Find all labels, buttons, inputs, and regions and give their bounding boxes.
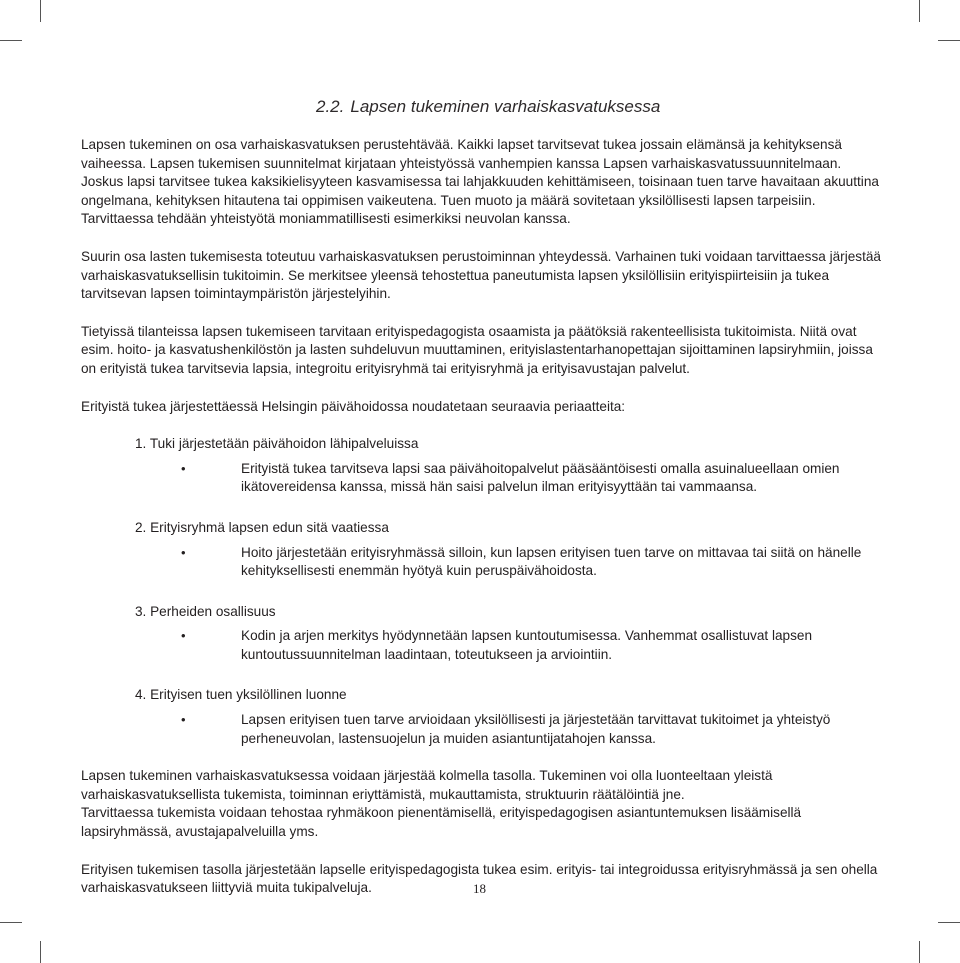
crop-mark-top-right-horizontal (938, 40, 960, 41)
bullet-icon: • (181, 544, 186, 560)
principle-bullet-row (135, 711, 881, 748)
section-title: Lapsen tukeminen varhaiskasvatuksessa (350, 97, 661, 116)
paragraph-structural-support: Tietyissä tilanteissa lapsen tukemiseen tarvitaan erityispedagogista osaamista ja päätöksiä rakenteellisista tukitoimista. Niitä ovat esim. hoito- ja kasvatushenkilöstön ja lasten suhdeluvun muuttaminen, erityislastentarhanopettajan sijoittaminen lapsiryhmiin, joissa on erityistä tukea tarvitsevia lapsia, integroitu erityisryhmä tai erityisryhmä ja erityisavustajan palvelut. (81, 323, 873, 376)
crop-mark-top-right-vertical (919, 0, 920, 22)
principle-bullet-text: Lapsen erityisen tuen tarve arvioidaan yksilöllisesti ja järjestetään tarvittavat tukitoimet ja yhteistyö perheneuvolan, lastensuojelun ja muiden asiantuntijatahojen kanssa. (241, 712, 831, 746)
principle-item (135, 435, 881, 497)
crop-mark-top-left-horizontal (0, 40, 22, 41)
section-heading (316, 97, 660, 117)
principle-bullet-row (135, 544, 881, 581)
principle-bullet-text: Kodin ja arjen merkitys hyödynnetään lapsen kuntoutumisessa. Vanhemmat osallistuvat lapsen kuntoutussuunnitelman laadintaan, toteutukseen ja arviointiin. (241, 628, 813, 662)
page-number: 18 (473, 881, 486, 896)
bullet-icon: • (181, 460, 186, 476)
paragraph-intensified-support: Tarvittaessa tukemista voidaan tehostaa ryhmäkoon pienentämisellä, erityispedagogisen asiantuntemuksen lisäämisellä lapsiryhmässä, avustajapalveluilla yms. (81, 805, 802, 840)
bullet-icon: • (181, 628, 186, 644)
paragraph-special-support: Erityisen tukemisen tasolla järjestetään lapselle erityispedagogista tukea esim. erityis- tai integroidussa erityisryhmässä ja sen ohella varhaiskasvatukseen liittyviä muita tukipalveluja. (81, 861, 878, 896)
crop-mark-bottom-right-horizontal (938, 922, 960, 923)
crop-mark-bottom-left-horizontal (0, 922, 22, 923)
principle-title: 3. Perheiden osallisuus (135, 603, 276, 619)
paragraph-intro: Lapsen tukeminen on osa varhaiskasvatuksen perustehtävää. Kaikki lapset tarvitsevat tukea jossain elämänsä ja kehityksensä vaiheessa. Lapsen tukemisen suunnitelmat kirjataan yhteistyössä vanhempien kanssa Lapsen varhaiskasvatussuunnitelmaan. Joskus lapsi tarvitsee tukea kaksikielisyyteen kasvamisessa tai lahjakkuuden kehittämiseen, toisinaan tuen tarve havaitaan akuuttina ongelmana, kehityksen hitautena tai oppimisen vaikeutena. Tuen muoto ja määrä sovitetaan yksilöllisesti lapsen tarpeisiin. Tarvittaessa tehdään yhteistyötä moniammatillisesti esimerkiksi neuvolan kanssa. (81, 137, 879, 227)
document-body (81, 136, 881, 898)
principle-item (135, 519, 881, 581)
bullet-icon: • (181, 712, 186, 728)
principle-title: 4. Erityisen tuen yksilöllinen luonne (135, 687, 347, 703)
paragraph-three-levels: Lapsen tukeminen varhaiskasvatuksessa voidaan järjestää kolmella tasolla. Tukeminen voi olla luonteeltaan yleistä varhaiskasvatuksellista tukemista, toiminnan eriyttämistä, mukauttamista, struktuurin räätälöintiä jne. (81, 768, 773, 802)
principle-item (135, 603, 881, 665)
paragraph-basic-support: Suurin osa lasten tukemisesta toteutuu varhaiskasvatuksen perustoiminnan yhteydessä. Varhainen tuki voidaan tarvittaessa järjestää varhaiskasvatuksellisin tukitoimin. Se merkitsee yleensä tehostettua paneutumista lapsen yksilöllisiin erityispiirteisiin ja tukea tarvitsevan lapsen toimintaympäristön järjestelyihin. (81, 248, 881, 302)
section-number: 2.2. (316, 97, 345, 116)
principle-item (135, 686, 881, 748)
crop-mark-bottom-right-vertical (919, 941, 920, 963)
principle-bullet-row (135, 627, 881, 664)
crop-mark-bottom-left-vertical (40, 941, 41, 963)
principle-bullet-text: Erityistä tukea tarvitseva lapsi saa päivähoitopalvelut pääsääntöisesti omalla asuinalueellaan omien ikätovereidensa kanssa, missä hän saisi palvelun ilman erityisyyttään tai vammaansa. (241, 460, 840, 495)
principle-bullet-text: Hoito järjestetään erityisryhmässä silloin, kun lapsen erityisen tuen tarve on mittavaa tai siitä on hänelle kehityksellisesti enemmän hyötyä kuin peruspäivähoidosta. (241, 544, 862, 579)
crop-mark-top-left-vertical (40, 0, 41, 22)
principle-bullet-row (135, 460, 881, 497)
paragraph-principles-intro: Erityistä tukea järjestettäessä Helsingin päivähoidossa noudatetaan seuraavia periaatteita: (81, 398, 626, 414)
principle-title: 2. Erityisryhmä lapsen edun sitä vaatiessa (135, 519, 389, 535)
principle-title: 1. Tuki järjestetään päivähoidon lähipalveluissa (135, 436, 419, 452)
